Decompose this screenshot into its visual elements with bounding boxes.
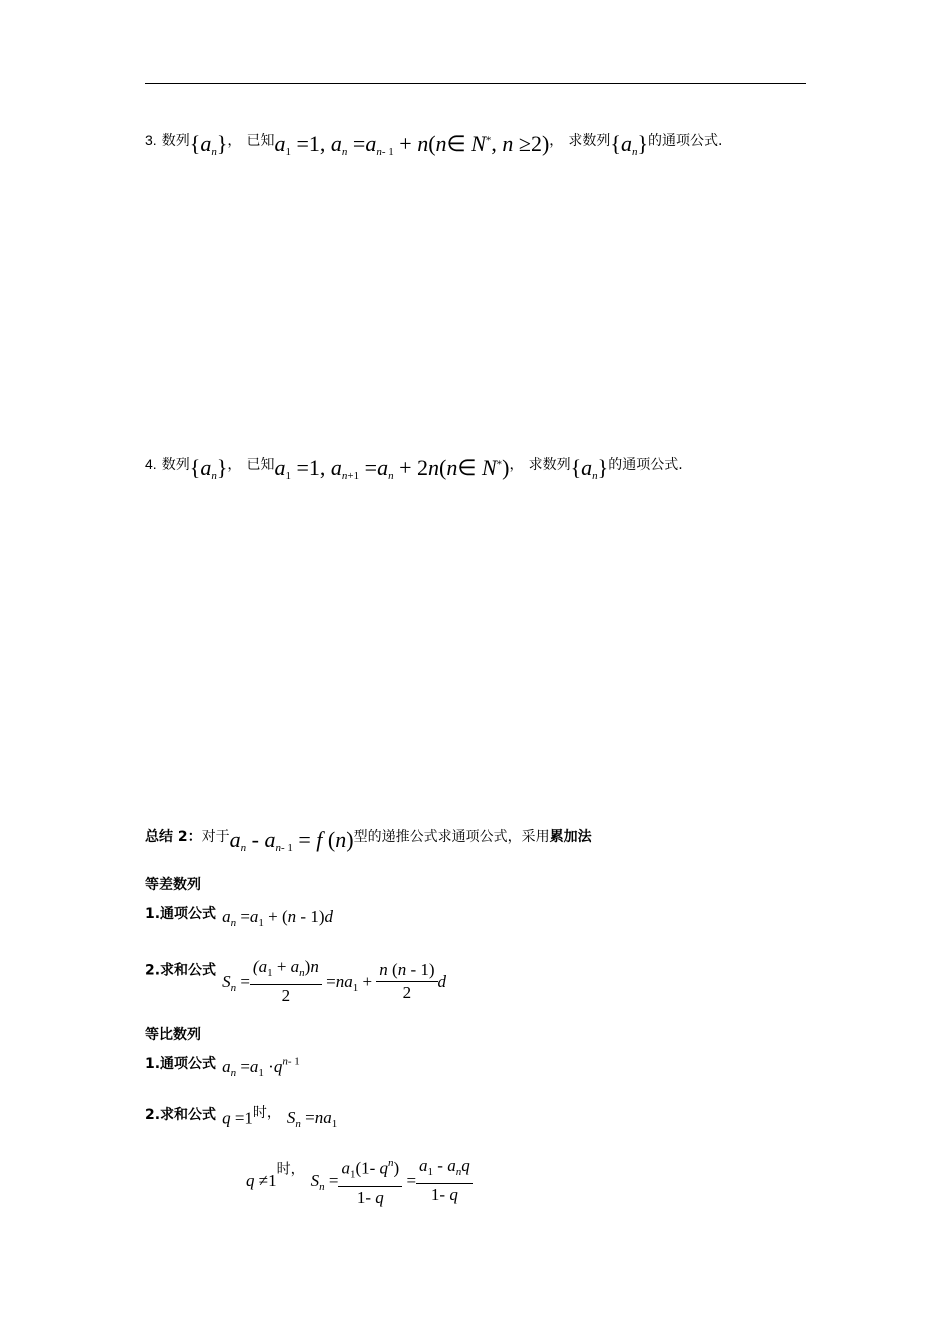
problem-3: 3. 数列$\{a_n\}$， 已知$a_1 =1$, $a_n =a_{n- 1}$ + n(n∈ N*, n ≥2)， 求数列$\{a_n\}$的通项公式. xyxy=(145,131,723,159)
problem-4: 4. 数列$\{a_n\}$， 已知$a_1 =1$, $a_{n+1} =a_n$ + 2n(n∈ N*)， 求数列$\{a_n\}$的通项公式. xyxy=(145,455,683,483)
geometric-sum-formula: $S_n$ = $\frac{a_1(1- q^n)}{1- q}$ = $\frac{a_1 - a_nq}{1- q}$ xyxy=(311,1171,473,1190)
geometric-case-q-equals-1: q =1 xyxy=(222,1108,253,1128)
problem-3-number: 3. xyxy=(145,132,157,148)
geometric-sum-formula-q1: $S_n =na_1$ xyxy=(286,1108,338,1131)
sequence-set: $\{a_n\}$ xyxy=(189,131,228,159)
arithmetic-general-formula: $a_n =a_1 + (n - 1)d$ xyxy=(222,907,333,930)
problem-4-number: 4. xyxy=(145,456,157,472)
header-rule xyxy=(145,83,806,84)
recurrence-formula-3: $a_1 =1$, $a_n =a_{n- 1}$ + n(n∈ N*, n ≥2) xyxy=(274,131,550,159)
summary-label: 总结 2： xyxy=(145,829,202,845)
recurrence-formula-4: $a_1 =1$, $a_{n+1} =a_n$ + 2n(n∈ N*) xyxy=(274,455,510,483)
method-name: 累加法 xyxy=(549,829,592,845)
sequence-set: $\{a_n\}$ xyxy=(610,131,648,159)
arithmetic-general-term: 1.通项公式 $a_n =a_1 + (n - 1)d$ xyxy=(145,906,333,930)
arithmetic-heading: 等差数列 xyxy=(145,877,201,893)
sequence-set: $\{a_n\}$ xyxy=(570,455,609,483)
geometric-case-q-not-1: q ≠1 xyxy=(246,1171,277,1191)
arithmetic-sum: 2.求和公式$S_n$ = $\frac{(a_1 + a_n)n}{2}$ $=na_1$ + $\frac{n (n - 1)}{2}$ d xyxy=(145,957,447,1005)
geometric-sum-case-1: 2.求和公式 q =1时， $S_n =na_1$ xyxy=(145,1105,338,1131)
geometric-general-term: 1.通项公式 $a_n =a_1 \cdot q^{n- 1}$ xyxy=(145,1055,300,1080)
geometric-general-formula: $a_n =a_1 \cdot q^{n- 1}$ xyxy=(222,1055,300,1080)
geometric-sum-case-2: q ≠1时，$S_n$ = $\frac{a_1(1- q^n)}{1- q}$ = $\frac{a_1 - a_nq}{1- q}$ xyxy=(246,1154,473,1211)
arithmetic-sum-formula: $S_n$ = $\frac{(a_1 + a_n)n}{2}$ $=na_1$ + $\frac{n (n - 1)}{2}$ d xyxy=(222,957,447,1005)
difference-formula: $a_n - a_{n- 1} = f$ (n) xyxy=(229,827,354,855)
summary-2: 总结 2：对于$a_n - a_{n- 1} = f$ (n)型的递推公式求通项公式，采用累加法 xyxy=(145,827,592,855)
geometric-heading: 等比数列 xyxy=(145,1027,201,1043)
sequence-set: $\{a_n\}$ xyxy=(189,455,228,483)
